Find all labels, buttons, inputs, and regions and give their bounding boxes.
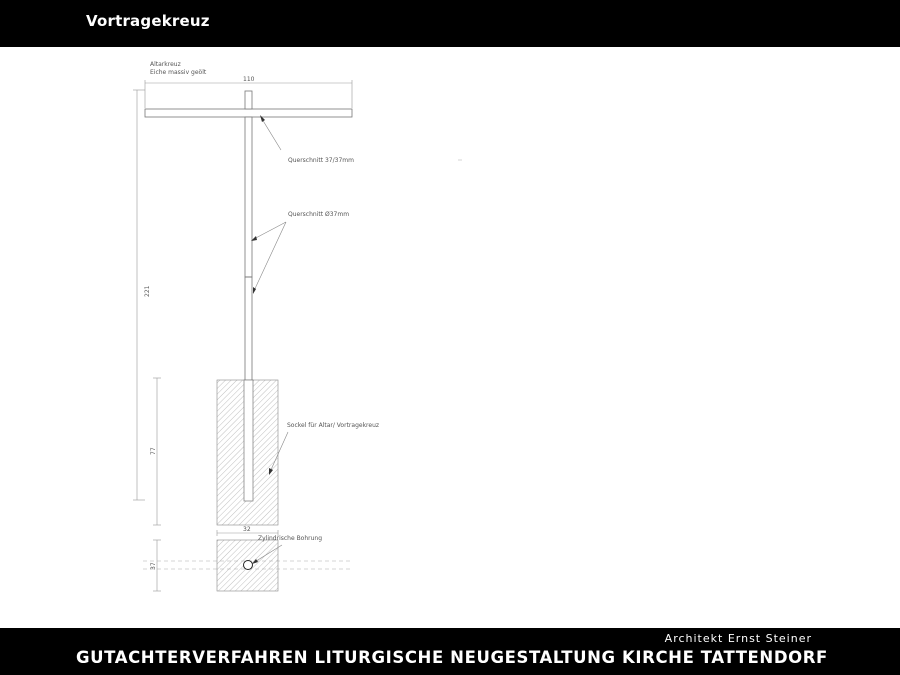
project-title: GUTACHTERVERFAHREN LITURGISCHE NEUGESTALTUNG KIRCHE TATTENDORF <box>76 648 828 667</box>
label-base: Sockel für Altar/ Vortragekreuz <box>287 422 380 429</box>
label-cross-section-square: Querschnitt 37/37mm <box>288 157 354 164</box>
dimension-bore-label: 37 <box>150 562 157 570</box>
note-line-2: Eiche massiv geölt <box>150 69 207 76</box>
label-bore: Zylindrische Bohrung <box>258 535 323 542</box>
base-socket <box>244 380 253 501</box>
dimension-height-base-label: 77 <box>150 447 157 455</box>
note-line-1: Altarkreuz <box>150 61 181 68</box>
architect-name: Architekt Ernst Steiner <box>664 632 812 645</box>
leader-square <box>262 119 281 150</box>
bore-circle <box>244 561 253 570</box>
footer-bar <box>0 628 900 675</box>
leader-round-1 <box>252 222 286 240</box>
page-title: Vortragekreuz <box>86 12 210 30</box>
dimension-width-base-label: 32 <box>243 526 251 533</box>
header-bar <box>0 0 900 47</box>
technical-drawing <box>0 47 900 628</box>
label-cross-section-round: Querschnitt Ø37mm <box>288 211 350 218</box>
dimension-width-top-label: 110 <box>243 76 255 83</box>
leader-round-2 <box>253 222 286 293</box>
dimension-height-total-label: 221 <box>144 285 151 297</box>
